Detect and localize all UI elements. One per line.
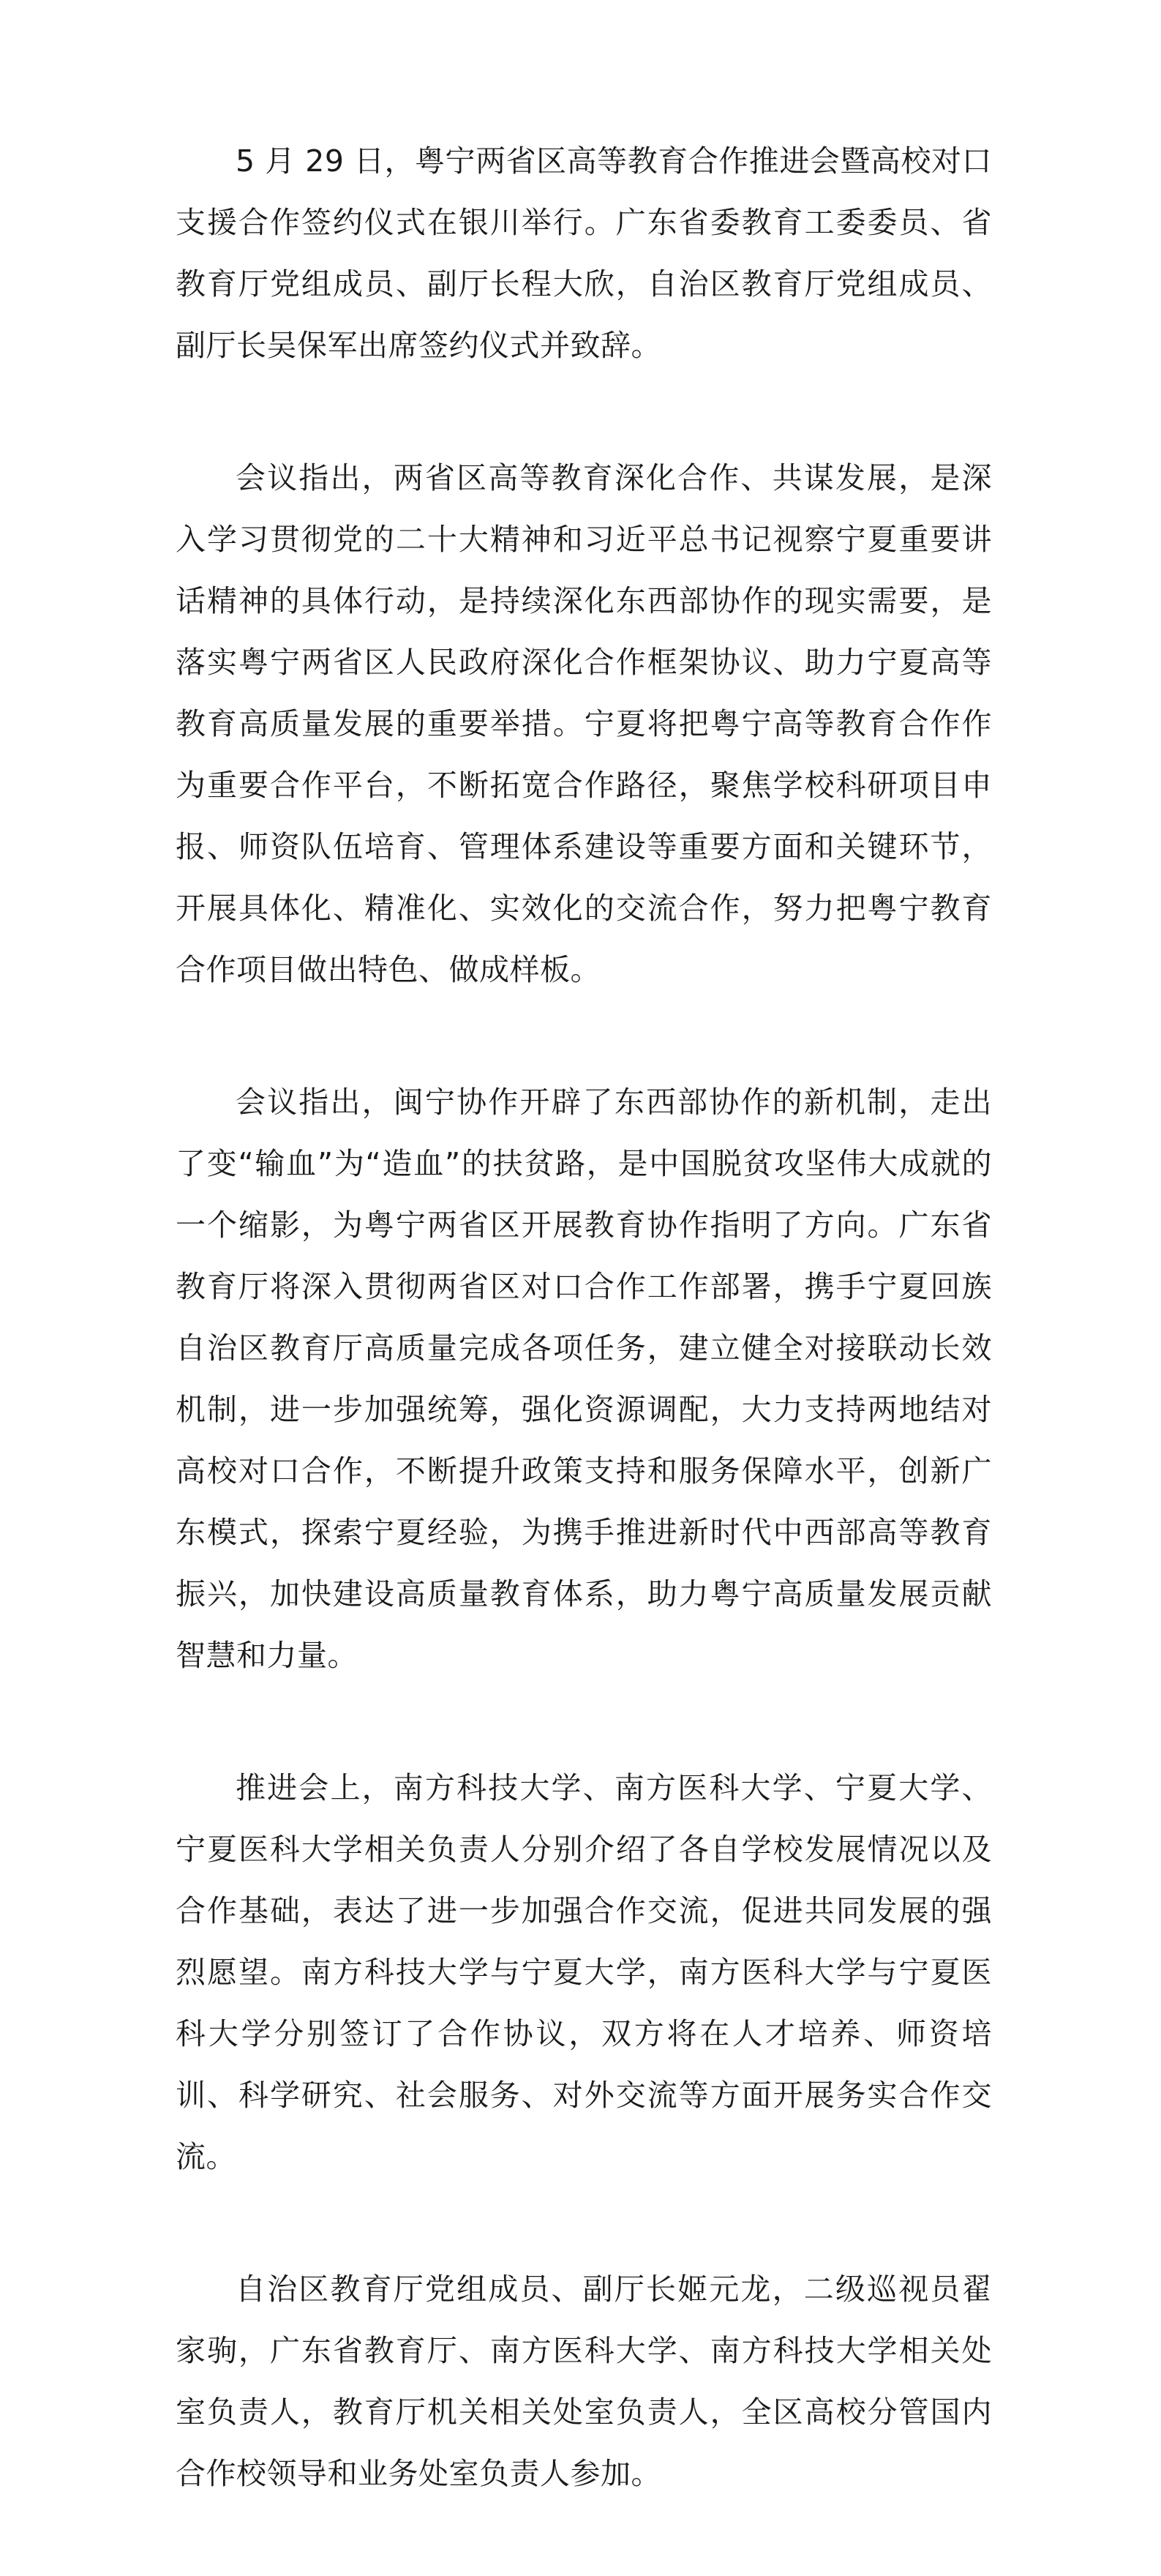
paragraph-university-agreements: 推进会上，南方科技大学、南方医科大学、宁夏大学、宁夏医科大学相关负责人分别介绍了各自学校发展情况以及合作基础，表达了进一步加强合作交流，促进共同发展的强烈愿望。南方科技大学与宁夏大学，南方医科大学与宁夏医科大学分别签订了合作协议，双方将在人才培养、师资培训、科学研究、社会服务、对外交流等方面开展务实合作交流。: [176, 1770, 992, 2174]
paragraph-attendees: 自治区教育厅党组成员、副厅长姬元龙，二级巡视员翟家驹，广东省教育厅、南方医科大学、南方科技大学相关处室负责人，教育厅机关相关处室负责人，全区高校分管国内合作校领导和业务处室负责人参加。: [176, 2272, 992, 2491]
paragraph-signing-ceremony: 5 月 29 日，粤宁两省区高等教育合作推进会暨高校对口支援合作签约仪式在银川举行。广东省委教育工委委员、省教育厅党组成员、副厅长程大欣，自治区教育厅党组成员、副厅长吴保军出席签约仪式并致辞。: [176, 143, 992, 363]
article-body: [176, 130, 992, 2504]
paragraph-meeting-ningxia: 会议指出，两省区高等教育深化合作、共谋发展，是深入学习贯彻党的二十大精神和习近平总书记视察宁夏重要讲话精神的具体行动，是持续深化东西部协作的现实需要，是落实粤宁两省区人民政府深化合作框架协议、助力宁夏高等教育高质量发展的重要举措。宁夏将把粤宁高等教育合作作为重要合作平台，不断拓宽合作路径，聚焦学校科研项目申报、师资队伍培育、管理体系建设等重要方面和关键环节，开展具体化、精准化、实效化的交流合作，努力把粤宁教育合作项目做出特色、做成样板。: [176, 460, 992, 987]
paragraph-meeting-guangdong: 会议指出，闽宁协作开辟了东西部协作的新机制，走出了变“输血”为“造血”的扶贫路，是中国脱贫攻坚伟大成就的一个缩影，为粤宁两省区开展教育协作指明了方向。广东省教育厅将深入贯彻两省区对口合作工作部署，携手宁夏回族自治区教育厅高质量完成各项任务，建立健全对接联动长效机制，进一步加强统筹，强化资源调配，大力支持两地结对高校对口合作，不断提升政策支持和服务保障水平，创新广东模式，探索宁夏经验，为携手推进新时代中西部高等教育振兴，加快建设高质量教育体系，助力粤宁高质量发展贡献智慧和力量。: [176, 1085, 992, 1673]
